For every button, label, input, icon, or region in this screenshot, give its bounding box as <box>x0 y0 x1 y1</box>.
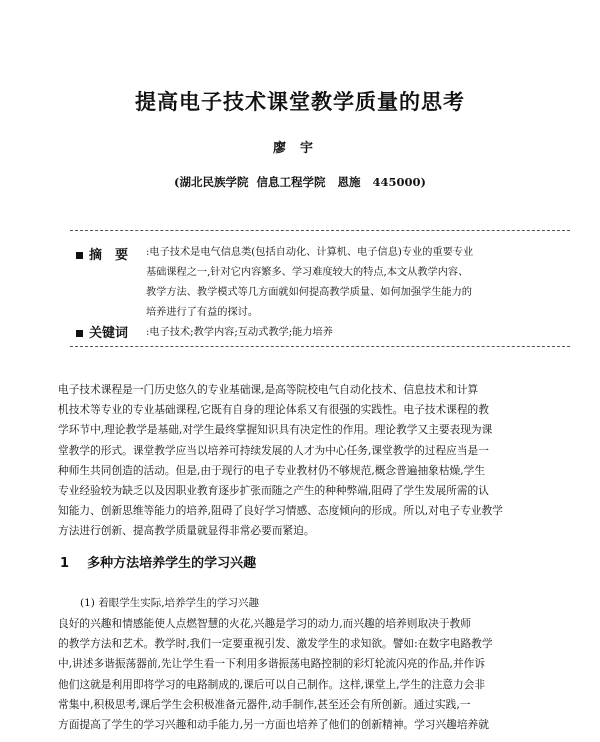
square-bullet-icon <box>76 330 83 337</box>
intro-paragraph <box>58 380 550 542</box>
intro-line: 机技术等专业的专业基础课程,它既有自身的理论体系又有很强的实践性。电子技术课程的教 <box>58 403 489 417</box>
section-line: 中,讲述多谐振荡器前,先让学生看一下利用多谐振荡电路控制的彩灯轮流闪亮的作品,并作诉 <box>58 657 486 671</box>
section-line: 常集中,积极思考,课后学生会积极准备元器件,动手制作,甚至还会有所创新。通过实践,一 <box>58 697 471 711</box>
section-line: 方面提高了学生的学习兴趣和动手能力,另一方面也培养了他们的创新精神。学习兴趣培养就 <box>58 718 489 732</box>
intro-line: 方法进行创新、提高教学质量就显得非常必要而紧迫。 <box>58 524 315 538</box>
abstract-line: 教学方法、教学模式等几方面就如何提高教学质量、如何加强学生能力的 <box>146 287 472 298</box>
abstract-line: :电子技术是电气信息类(包括自动化、计算机、电子信息)专业的重要专业 <box>146 247 474 258</box>
abstract-label-text: 摘 要 <box>89 248 129 263</box>
section-title: 多种方法培养学生的学习兴趣 <box>87 556 257 571</box>
abstract-line: 培养进行了有益的探讨。 <box>146 307 259 318</box>
intro-line: 堂教学的形式。课堂教学应当以培养可持续发展的人才为中心任务,课堂教学的过程应当是一 <box>58 443 489 457</box>
abstract-line: 基础课程之一,针对它内容繁多、学习难度较大的特点,本文从教学内容、 <box>146 267 469 278</box>
keywords-text: :电子技术;教学内容;互动式教学;能力培养 <box>146 327 333 338</box>
author-name: 廖宇 <box>272 141 327 156</box>
abstract-label <box>76 244 128 263</box>
subsection-heading: (1) 着眼学生实际,培养学生的学习兴趣 <box>80 597 260 609</box>
section-line: 的教学方法和艺术。教学时,我们一定要重视引发、激发学生的求知欲。譬如:在数字电路教学 <box>58 637 493 651</box>
keywords-label-text: 关键词 <box>89 326 129 341</box>
section-line: 他们这就是利用即将学习的电路制成的,课后可以自己制作。这样,课堂上,学生的注意力会非 <box>58 677 486 691</box>
intro-line: 学环节中,理论教学是基础,对学生最终掌握知识具有决定性的作用。理论教学又主要表现为课 <box>58 423 493 437</box>
section-number: 1 <box>60 556 70 571</box>
square-bullet-icon <box>76 252 83 259</box>
intro-line: 种师生共同创造的活动。但是,由于现行的电子专业教材仍不够规范,概念普遍抽象枯燥,学生 <box>58 463 486 477</box>
section-heading <box>60 552 256 571</box>
abstract-top-rule <box>70 230 570 231</box>
intro-line: 知能力、创新思维等能力的培养,阻碍了良好学习情感、态度倾向的形成。所以,对电子专业教学 <box>58 504 503 518</box>
section-paragraph <box>58 614 550 735</box>
keywords-label <box>76 322 128 341</box>
author-affiliation: (湖北民族学院 信息工程学院 恩施 445000) <box>174 175 426 189</box>
paper-title: 提高电子技术课堂教学质量的思考 <box>135 90 465 114</box>
abstract-bottom-rule <box>70 346 570 347</box>
section-line: 良好的兴趣和情感能使人点燃智慧的火花,兴趣是学习的动力,而兴趣的培养则取决于教师 <box>58 617 471 630</box>
intro-line: 电子技术课程是一门历史悠久的专业基础课,是高等院校电气自动化技术、信息技术和计算 <box>58 383 479 396</box>
intro-line: 专业经验较为缺乏以及因职业教育逐步扩张而随之产生的种种弊端,阻碍了学生发展所需的认 <box>58 484 489 498</box>
abstract-text <box>146 243 566 323</box>
